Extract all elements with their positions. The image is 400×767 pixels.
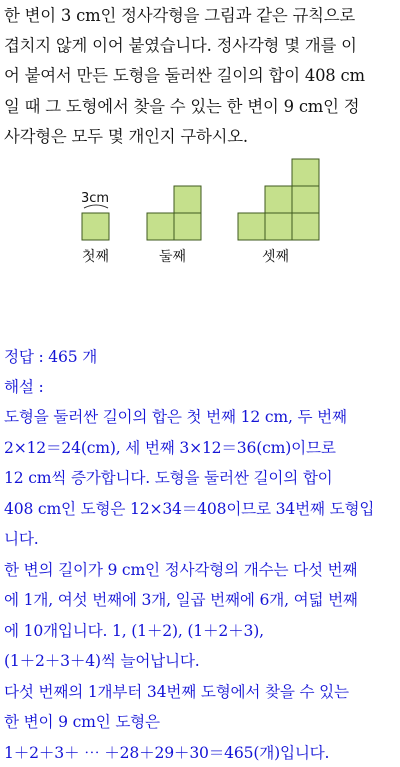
explanation-line: 한 변이 9 cm인 도형은 — [4, 713, 160, 731]
problem-line: 겹치지 않게 이어 붙였습니다. 정사각형 몇 개를 이 — [4, 36, 357, 55]
problem-line: 일 때 그 도형에서 찾을 수 있는 한 변이 9 cm인 정 — [4, 97, 360, 116]
unit-square — [174, 186, 201, 213]
unit-square — [292, 213, 319, 240]
problem-line: 사각형은 모두 몇 개인지 구하시오. — [4, 127, 248, 146]
problem-line: 한 변이 3 cm인 정사각형을 그림과 같은 규칙으로 — [4, 6, 356, 25]
explanation-heading: 해설 : — [4, 378, 44, 396]
explanation-line: 도형을 둘러싼 길이의 합은 첫 번째 12 cm, 두 번째 — [4, 408, 347, 426]
caption-second: 둘째 — [159, 249, 187, 265]
explanation-line: 에 10개입니다. 1, (1＋2), (1＋2＋3), — [4, 622, 264, 640]
figure-third — [238, 159, 319, 240]
unit-square — [147, 213, 174, 240]
unit-square — [174, 213, 201, 240]
explanation-line: 에 1개, 여섯 번째에 3개, 일곱 번째에 6개, 여덟 번째 — [4, 591, 358, 609]
unit-square — [265, 186, 292, 213]
unit-square — [82, 213, 109, 240]
explanation-line: 2×12＝24(cm), 세 번째 3×12＝36(cm)이므로 — [4, 439, 336, 457]
unit-square — [265, 213, 292, 240]
figure-first — [82, 205, 109, 240]
unit-square — [238, 213, 265, 240]
square-pattern-drawing — [0, 150, 400, 270]
explanation-line: 408 cm인 도형은 12×34＝408이므로 34번째 도형입 — [4, 500, 375, 518]
problem-line: 어 붙여서 만든 도형을 둘러싼 길이의 합이 408 cm — [4, 66, 365, 85]
explanation-line: 니다. — [4, 530, 39, 548]
explanation-line: 다섯 번째의 1개부터 34번째 도형에서 찾을 수 있는 — [4, 683, 349, 701]
explanation-line: 1＋2＋3＋ ⋯ ＋28＋29＋30＝465(개)입니다. — [4, 744, 330, 762]
explanation-line: (1＋2＋3＋4)씩 늘어납니다. — [4, 652, 200, 670]
unit-square — [292, 159, 319, 186]
square-pattern-figure — [0, 150, 400, 270]
unit-square — [292, 186, 319, 213]
caption-third: 셋째 — [262, 249, 290, 265]
caption-first: 첫째 — [82, 249, 110, 265]
answer-line: 정답 : 465 개 — [4, 348, 98, 366]
figure-second — [147, 186, 201, 240]
explanation-line: 12 cm씩 증가합니다. 도형을 둘러싼 길이의 합이 — [4, 469, 333, 487]
dimension-label: 3cm — [81, 191, 110, 206]
explanation-line: 한 변의 길이가 9 cm인 정사각형의 개수는 다섯 번째 — [4, 561, 358, 579]
